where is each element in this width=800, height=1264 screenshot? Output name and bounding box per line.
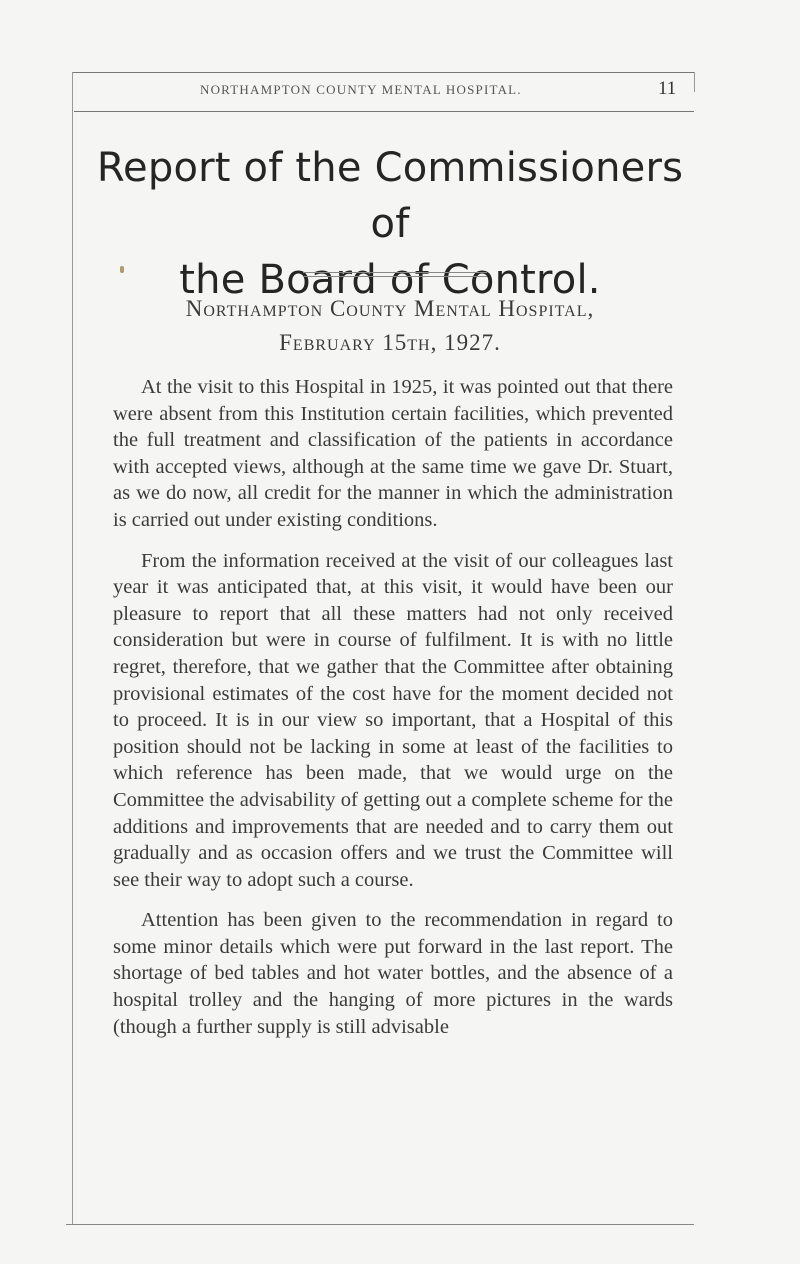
running-head: NORTHAMPTON COUNTY MENTAL HOSPITAL. (200, 82, 522, 97)
report-body (113, 374, 673, 1054)
frame-top-rule (72, 72, 694, 73)
header-rule (74, 111, 694, 112)
report-title (80, 140, 700, 308)
paragraph-2: From the information received at the visit of our colleagues last year it was anticipated that, at this visit, it would have been our pleasure to report that all these matters had not only received consideration but were in course of fulfilment. It is with no little regret, therefore, that we gather that the Committee after obtaining provisional estimates of the cost have for the moment decided not to proceed. It is in our view so important, that a Hospital of this position should not be lacking in some at least of the facilities to which reference has been made, that we would urge on the Committee the advisability of getting out a complete scheme for the additions and improvements that are needed and to carry them out gradually and as occasion offers and we trust the Committee will see their way to adopt such a course. (113, 549, 673, 891)
frame-right-rule (694, 72, 695, 92)
date-line: February 15th, 1927. (279, 330, 501, 355)
place-line: Northampton County Mental Hospital, (185, 296, 595, 321)
report-title-line-2: the Board of Control. (179, 257, 601, 303)
frame-left-rule (72, 72, 73, 1224)
paragraph-1: At the visit to this Hospital in 1925, it was pointed out that there were absent from this Institution certain facilities, which prevented the full treatment and classification of the patients in accordance with accepted views, although at the same time we gave Dr. Stuart, as we do now, all credit for the manner in which the administration is carried out under existing conditions. (113, 376, 673, 531)
frame-bottom-rule (66, 1224, 694, 1225)
ink-speck (120, 266, 124, 273)
page-number: 11 (658, 78, 677, 99)
paragraph-3: Attention has been given to the recommendation in regard to some minor details which were put forward in the last report. The shortage of bed tables and hot water bottles, and the absence of a hospital trolley and the hanging of more pictures in the wards (though a further supply is still advisable (113, 909, 673, 1038)
report-title-line-1: Report of the Commissioners of (96, 145, 684, 247)
title-double-rule (303, 272, 487, 277)
